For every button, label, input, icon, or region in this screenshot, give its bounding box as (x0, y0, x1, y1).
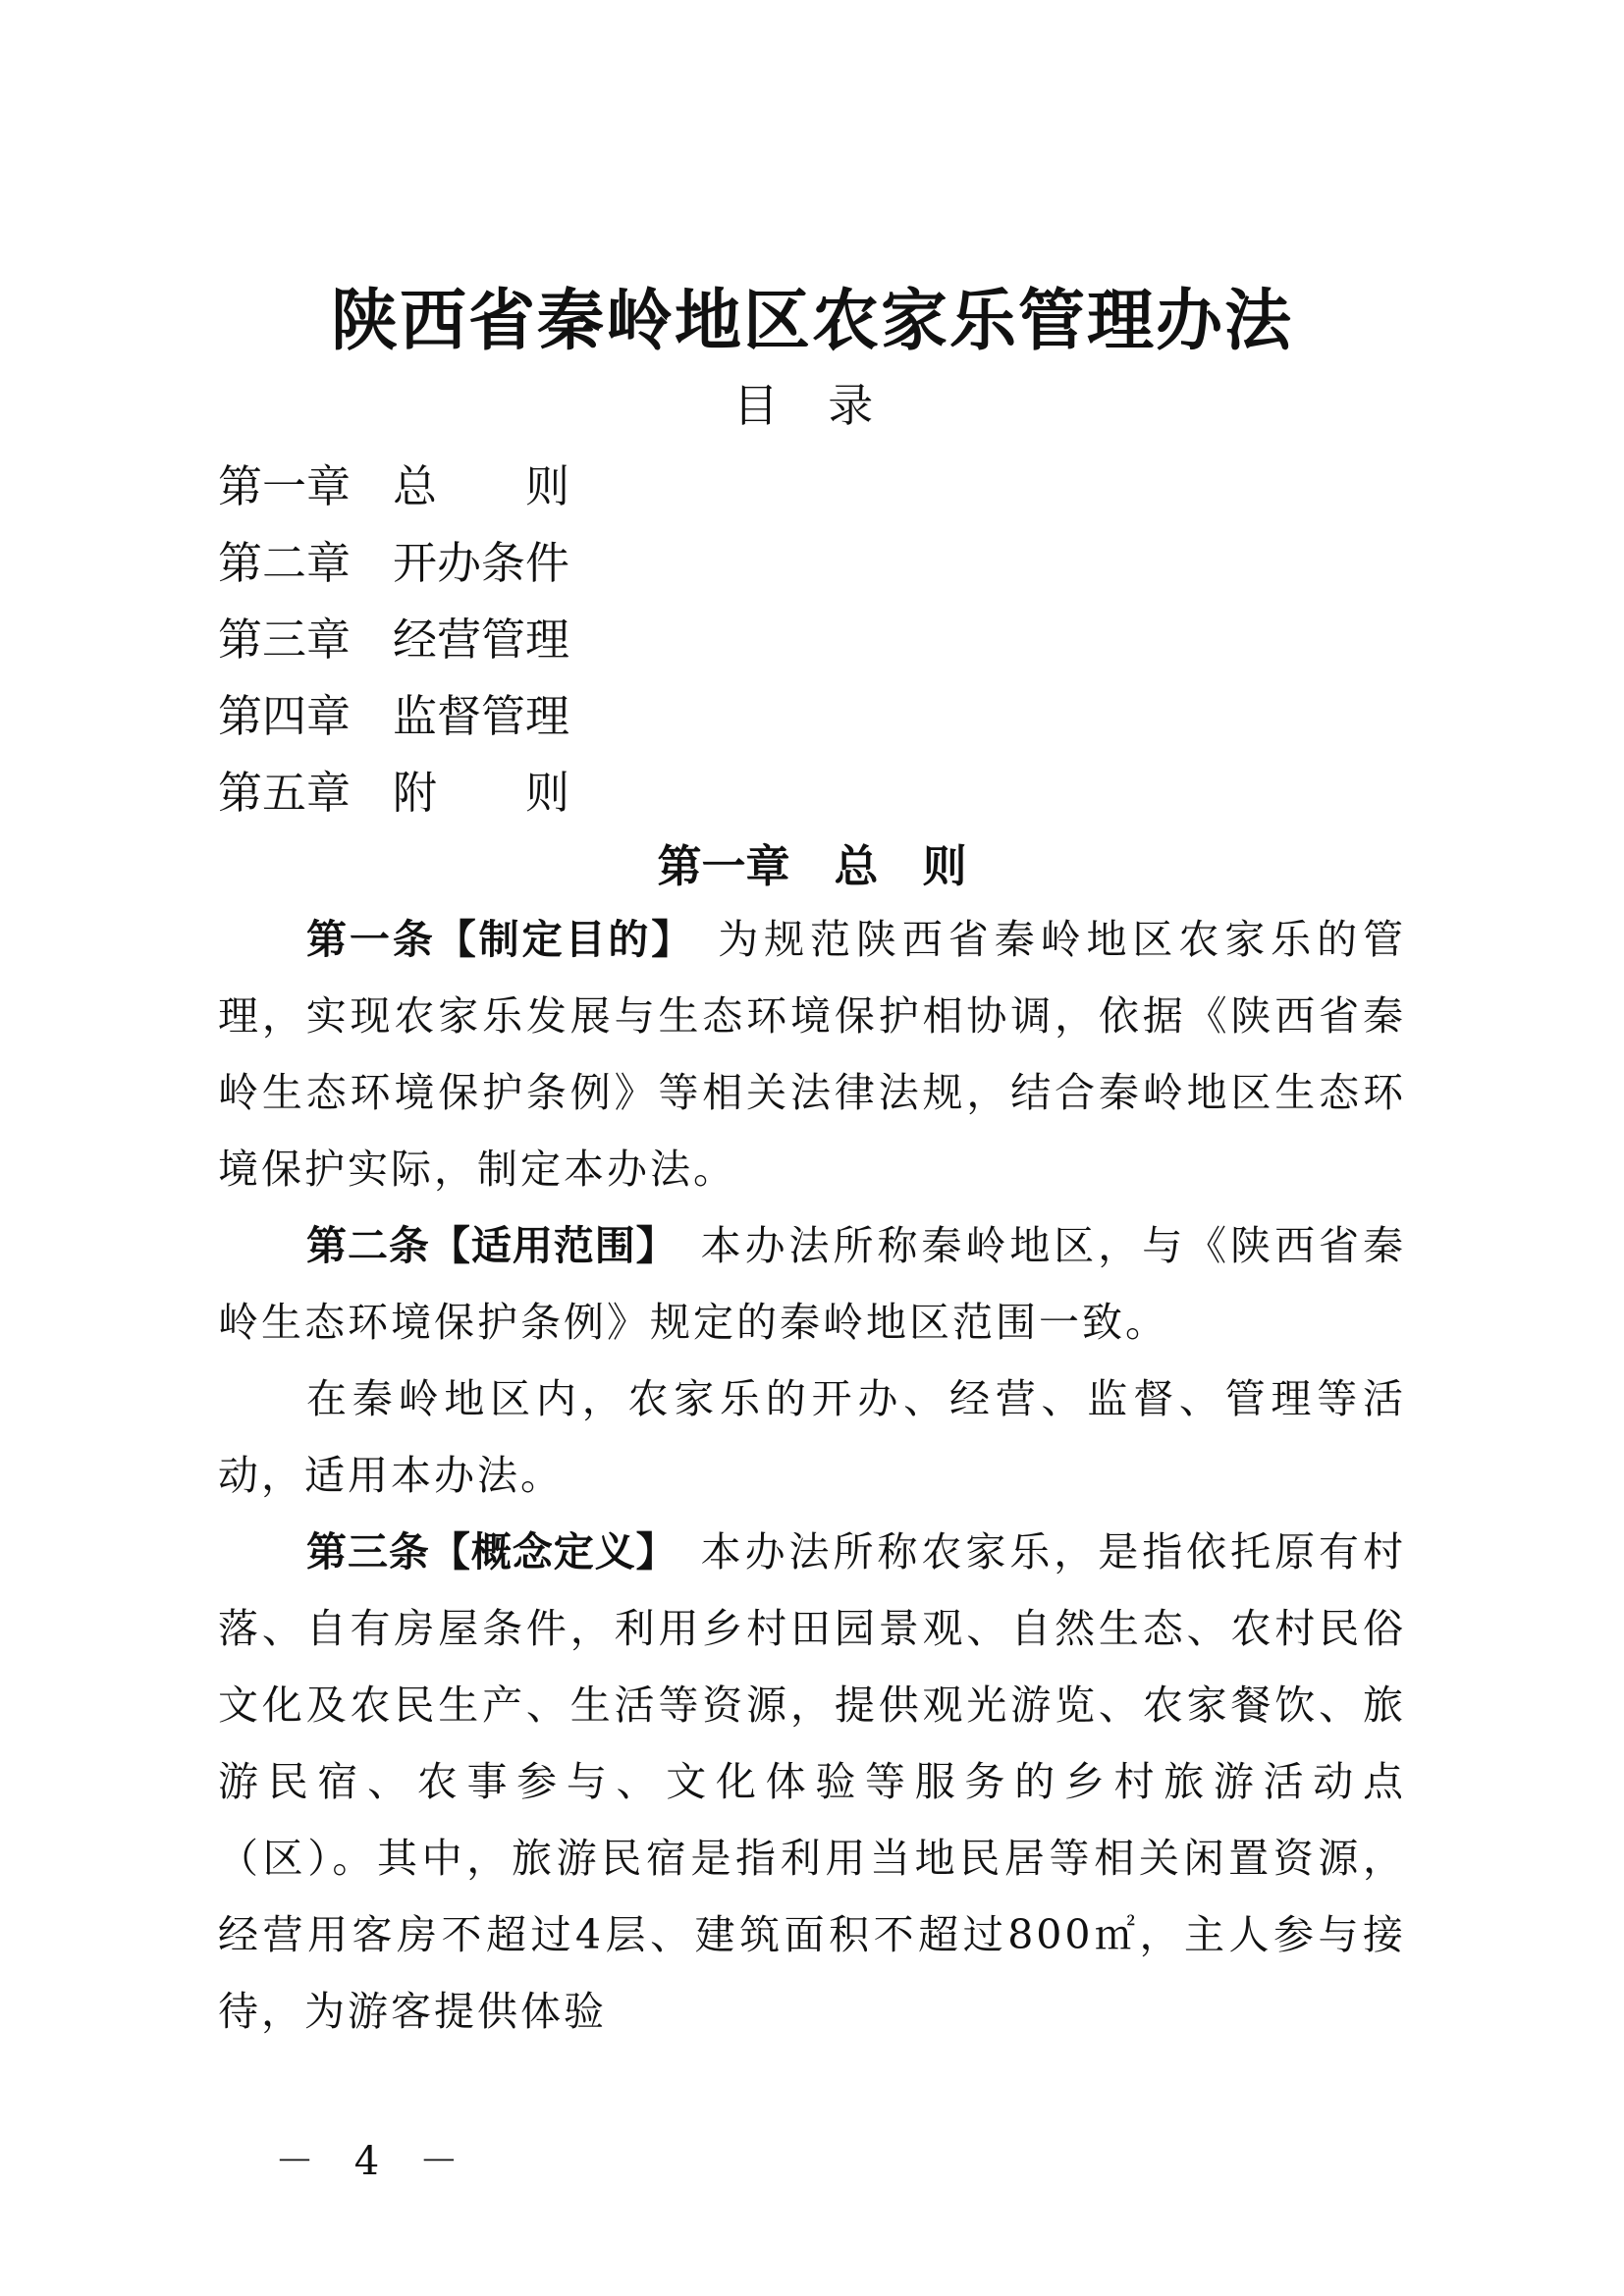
table-of-contents (218, 449, 1396, 831)
article-text: 本办法所称农家乐，是指依托原有村落、自有房屋条件，利用乡村田园景观、自然生态、农村民俗文化及农民生产、生活等资源，提供观光游览、农家餐饮、旅游民宿、农事参与、文化体验等服务的乡村旅游活动点（区）。其中，旅游民宿是指利用当地民居等相关闲置资源，经营用客房不超过4层、建筑面积不超过800㎡，主人参与接待，为游客提供体验 (218, 1528, 1406, 2035)
article-heading: 第一条【制定目的】 (306, 916, 695, 963)
toc-title: 目 录 (732, 379, 892, 432)
toc-chapter-name: 监督管理 (393, 690, 570, 742)
toc-chapter-number: 第五章 (218, 767, 352, 819)
article-text: 本办法所称秦岭地区，与《陕西省秦岭生态环境保护条例》规定的秦岭地区范围一致。 (218, 1222, 1406, 1346)
toc-chapter-number: 第三章 (218, 614, 352, 666)
article-paragraph (218, 901, 1406, 1207)
toc-chapter-number: 第二章 (218, 537, 352, 589)
toc-chapter-number: 第四章 (218, 690, 352, 742)
article-heading: 第三条【概念定义】 (306, 1528, 677, 1575)
toc-item (218, 449, 1396, 525)
toc-item (218, 525, 1396, 602)
document-title: 陕西省秦岭地区农家乐管理办法 (330, 282, 1293, 360)
article-paragraph (218, 1514, 1406, 2050)
toc-chapter-number: 第一章 (218, 460, 352, 512)
toc-item (218, 602, 1396, 678)
article-heading: 第二条【适用范围】 (306, 1222, 677, 1269)
article-paragraph (218, 1207, 1406, 1361)
article-paragraph (218, 1361, 1406, 1514)
toc-chapter-name: 经营管理 (393, 614, 570, 666)
article-text: 在秦岭地区内，农家乐的开办、经营、监督、管理等活动，适用本办法。 (218, 1375, 1406, 1499)
toc-item (218, 678, 1396, 755)
toc-chapter-name: 开办条件 (393, 537, 570, 589)
toc-chapter-name: 附 则 (393, 767, 570, 819)
chapter-heading: 第一章 总 则 (657, 840, 967, 892)
toc-item (218, 755, 1396, 831)
page-number: － 4 － (275, 2139, 472, 2184)
article-text: 为规范陕西省秦岭地区农家乐的管理，实现农家乐发展与生态环境保护相协调，依据《陕西省秦岭生态环境保护条例》等相关法律法规，结合秦岭地区生态环境保护实际，制定本办法。 (218, 916, 1406, 1193)
document-body (218, 901, 1406, 2050)
toc-chapter-name: 总 则 (393, 460, 570, 512)
